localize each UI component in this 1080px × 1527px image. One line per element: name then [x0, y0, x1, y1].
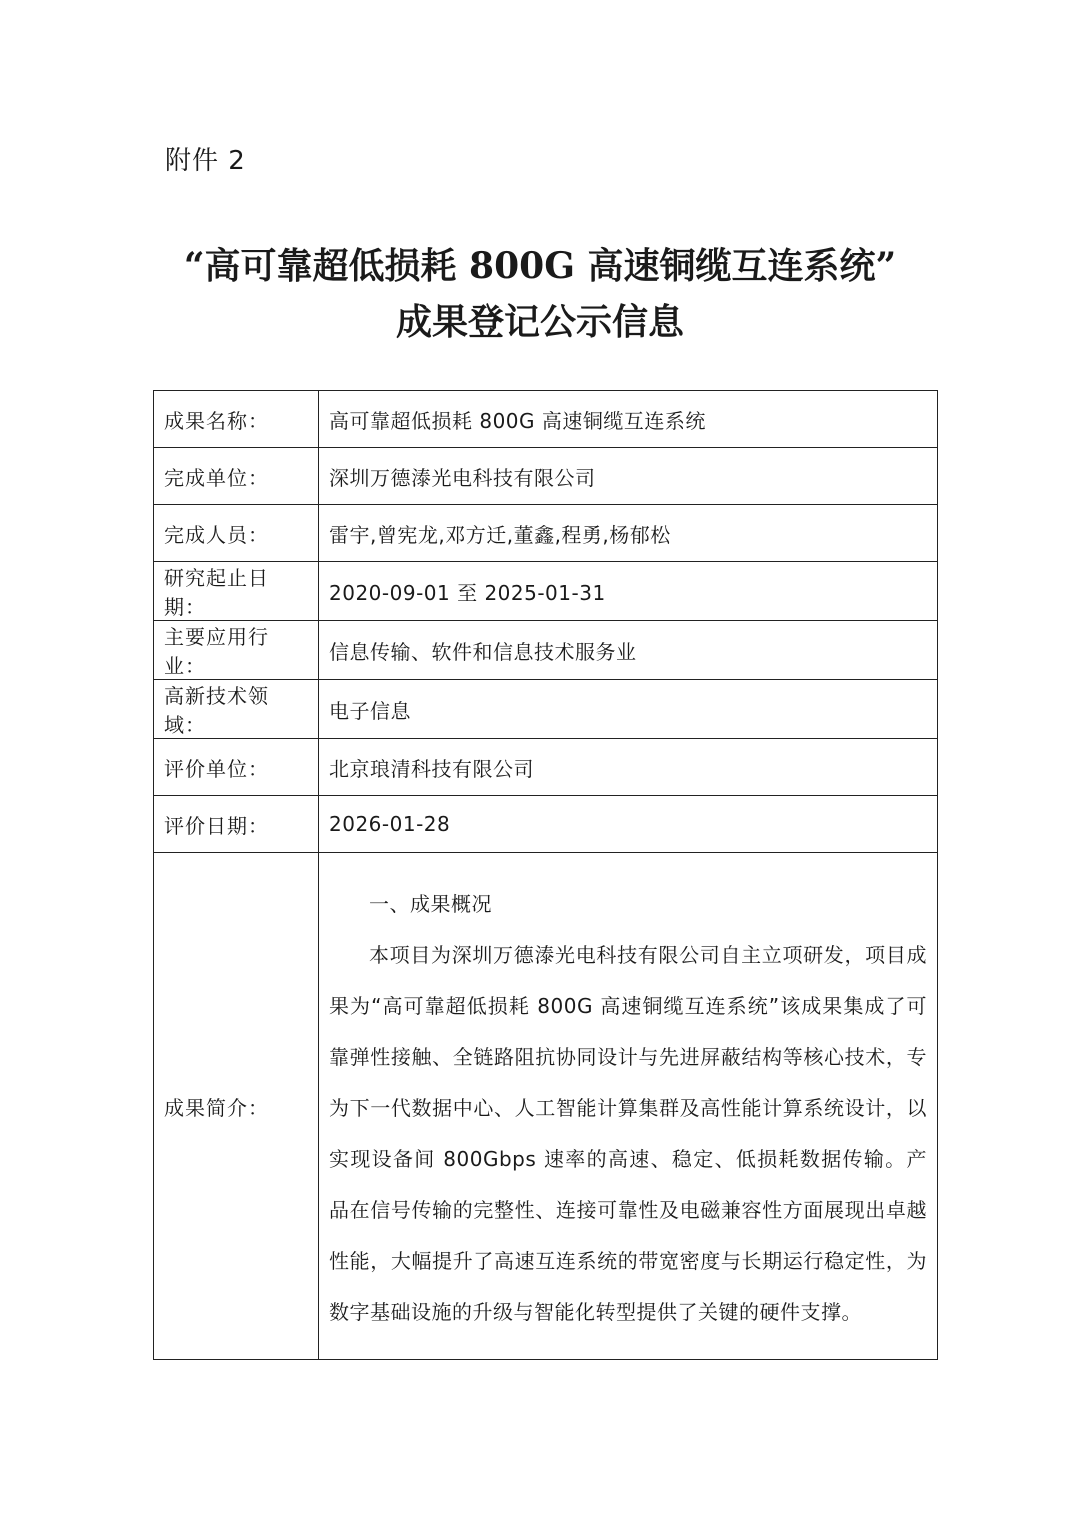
attachment-label: 附件 2 [165, 146, 246, 176]
row-value: 高可靠超低损耗 800G 高速铜缆互连系统 [319, 391, 938, 448]
row-label: 完成单位： [154, 448, 319, 505]
row-label: 研究起止日期： [154, 562, 319, 621]
summary-label: 成果简介： [154, 853, 319, 1360]
table-row [154, 562, 938, 621]
row-value: 2020-09-01 至 2025-01-31 [319, 562, 938, 621]
table-row [154, 505, 938, 562]
table-row [154, 391, 938, 448]
table-row [154, 680, 938, 739]
summary-row [154, 853, 938, 1360]
table-row [154, 796, 938, 853]
summary-body: 本项目为深圳万德溙光电科技有限公司自主立项研发，项目成果为“高可靠超低损耗 800G 高速铜缆互连系统”该成果集成了可靠弹性接触、全链路阻抗协同设计与先进屏蔽结构等核心技术，专为下一代数据中心、人工智能计算集群及高性能计算系统设计，以实现设备间 800Gbps 速率的高速、稳定、低损耗数据传输。产品在信号传输的完整性、连接可靠性及电磁兼容性方面展现出卓越性能，大幅提升了高速互连系统的带宽密度与长期运行稳定性，为数字基础设施的升级与智能化转型提供了关键的硬件支撑。 [329, 942, 927, 1324]
row-label: 完成人员： [154, 505, 319, 562]
row-value: 信息传输、软件和信息技术服务业 [319, 621, 938, 680]
row-label: 主要应用行业： [154, 621, 319, 680]
row-label: 高新技术领域： [154, 680, 319, 739]
table-row [154, 448, 938, 505]
title-line-2: 成果登记公示信息 [395, 301, 684, 343]
row-label: 评价单位： [154, 739, 319, 796]
row-label: 评价日期： [154, 796, 319, 853]
page-title [0, 238, 1080, 350]
title-line-1: “高可靠超低损耗 800G 高速铜缆互连系统” [183, 245, 897, 287]
row-value: 北京琅清科技有限公司 [319, 739, 938, 796]
summary-heading: 一、成果概况 [369, 891, 492, 916]
info-table [153, 390, 938, 1360]
table-row [154, 739, 938, 796]
row-value: 深圳万德溙光电科技有限公司 [319, 448, 938, 505]
table-row [154, 621, 938, 680]
row-value: 雷宇,曾宪龙,邓方迁,董鑫,程勇,杨郁松 [319, 505, 938, 562]
row-label: 成果名称： [154, 391, 319, 448]
row-value: 电子信息 [319, 680, 938, 739]
summary-cell [319, 853, 938, 1360]
row-value: 2026-01-28 [319, 796, 938, 853]
